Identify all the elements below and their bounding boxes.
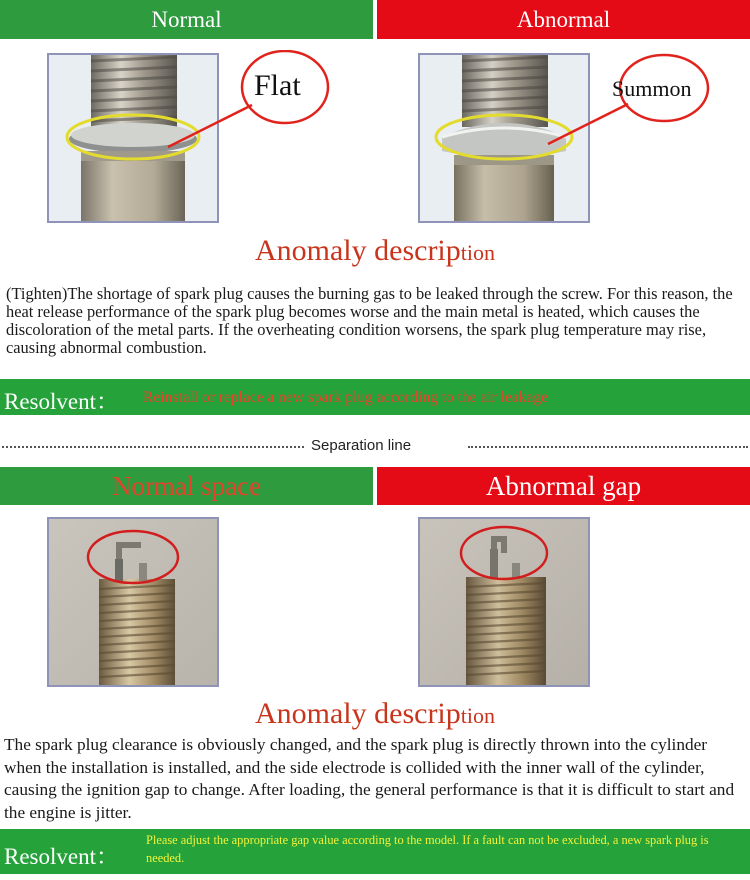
resolvent-label: Resolvent： xyxy=(4,389,119,414)
separator-label: Separation line xyxy=(311,437,412,454)
normal-space-header: Normal space xyxy=(0,467,373,505)
anomaly-title-main: Anomaly descrip xyxy=(254,234,461,267)
resolvent-label-2: Resolvent： xyxy=(4,844,119,869)
anomaly-title-tail-2: tion xyxy=(460,703,495,728)
abnormal-gap-header: Abnormal gap xyxy=(377,467,750,505)
anomaly-description-title-2 xyxy=(0,697,750,733)
anomaly-description-title xyxy=(0,234,750,270)
separator-dots-left xyxy=(2,446,304,448)
anomaly-description-text-2: The spark plug clearance is obviously changed, and the spark plug is directly thrown into the cylinder when the installation is installed, and the side electrode is collided with the inner wall of the cylinder, causing the ignition gap to change. After loading, the general performance is that it is difficult to start and the engine is jitter. xyxy=(4,735,735,822)
separation-line xyxy=(0,437,750,455)
abnormal-gap-photo xyxy=(418,517,590,687)
normal-gap-photo xyxy=(47,517,219,687)
summon-callout-label: Summon xyxy=(612,76,692,101)
anomaly-title-tail: tion xyxy=(460,240,495,265)
abnormal-header: Abnormal xyxy=(377,0,750,39)
resolvent-text-2: Please adjust the appropriate gap value according to the model. If a fault can not be excluded, a new spark plug is needed. xyxy=(146,833,709,865)
anomaly-description-text: (Tighten)The shortage of spark plug causes the burning gas to be leaked through the screw. For this reason, the heat release performance of the spark plug becomes worse and the main metal is heated, which causes the discoloration of the metal parts. If the overheating condition worsens, the spark plug temperature may rise, causing abnormal combustion. xyxy=(6,284,733,357)
resolvent-bar-2 xyxy=(0,829,750,874)
anomaly-title-main-2: Anomaly descrip xyxy=(254,697,461,730)
normal-header: Normal xyxy=(0,0,373,39)
resolvent-bar xyxy=(0,379,750,415)
separator-dots-right xyxy=(468,446,748,448)
flat-callout-label: Flat xyxy=(254,69,301,102)
resolvent-text: Reinstall or replace a new spark plug according to the air leakage xyxy=(143,389,548,406)
